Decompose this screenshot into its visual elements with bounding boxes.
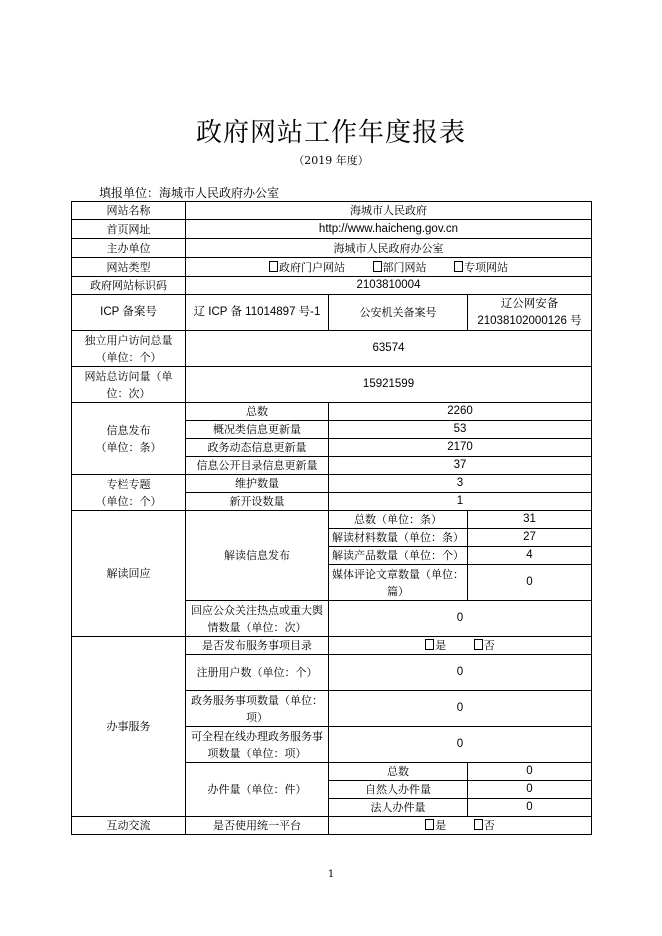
service-catalog-no-label: 否 [483, 639, 495, 652]
police-record-label: 公安机关备案号 [329, 295, 468, 331]
interpret-products-value: 4 [468, 547, 592, 565]
info-news-value: 2170 [329, 439, 592, 457]
interpret-materials-label: 解读材料数量（单位：条） [329, 529, 468, 547]
interpret-label: 解读回应 [72, 511, 186, 637]
row-sponsor [72, 239, 592, 258]
unique-visitors-value: 63574 [186, 331, 592, 367]
report-year: （2019 年度） [293, 154, 369, 167]
option-department-label: 部门网站 [382, 260, 427, 274]
info-publish-unit: （单位：条） [95, 440, 162, 454]
volume-legal-label: 法人办件量 [329, 799, 468, 817]
info-overview-value: 53 [329, 421, 592, 439]
info-overview-label: 概况类信息更新量 [186, 421, 329, 439]
info-total-value: 2260 [329, 403, 592, 421]
service-items-value: 0 [329, 691, 592, 727]
row-topics-maintain [72, 475, 592, 493]
row-site-type [72, 258, 592, 277]
option-special-label: 专项网站 [464, 260, 508, 274]
interpret-response-value: 0 [329, 601, 592, 637]
topics-label [72, 475, 186, 511]
service-label: 办事服务 [72, 637, 186, 817]
row-icp [72, 295, 592, 331]
homepage-value: http://www.haicheng.gov.cn [186, 220, 592, 239]
sponsor-label: 主办单位 [72, 239, 186, 258]
topics-maintain-label: 维护数量 [186, 475, 329, 493]
interaction-yes-label: 是 [435, 819, 447, 832]
info-publish-label [72, 403, 186, 475]
homepage-label: 首页网址 [72, 220, 186, 239]
checkbox-icon [425, 819, 434, 830]
interaction-platform-yes[interactable] [425, 817, 446, 834]
service-catalog-yes[interactable] [425, 637, 446, 654]
row-service-catalog [72, 637, 592, 655]
service-volume-label: 办件量（单位：件） [186, 763, 329, 817]
filing-unit: 填报单位：海城市人民政府办公室 [99, 186, 280, 200]
service-online-label: 可全程在线办理政务服务事项数量（单位：项） [186, 727, 329, 763]
total-visits-value: 15921599 [186, 367, 592, 403]
row-homepage [72, 220, 592, 239]
volume-legal-value: 0 [468, 799, 592, 817]
total-visits-label: 网站总访问量（单位：次） [72, 367, 186, 403]
checkbox-icon [474, 819, 483, 830]
site-type-label: 网站类型 [72, 258, 186, 277]
service-catalog-yes-label: 是 [435, 639, 447, 652]
checkbox-icon [425, 639, 434, 650]
interaction-no-label: 否 [483, 819, 495, 832]
info-catalog-label: 信息公开目录信息更新量 [186, 457, 329, 475]
interpret-media-value: 0 [468, 565, 592, 601]
site-id-value: 2103810004 [186, 277, 592, 295]
row-interpret-total [72, 511, 592, 529]
icp-value: 辽 ICP 备 11014897 号-1 [186, 295, 329, 331]
topics-new-value: 1 [329, 493, 592, 511]
service-items-label: 政务服务事项数量（单位：项） [186, 691, 329, 727]
interpret-response-label: 回应公众关注热点或重大舆情数量（单位：次） [186, 601, 329, 637]
interpret-publish-label: 解读信息发布 [186, 511, 329, 601]
interpret-media-label: 媒体评论文章数量（单位：篇） [329, 565, 468, 601]
row-site-id [72, 277, 592, 295]
service-catalog-options [329, 637, 592, 655]
interaction-platform-label: 是否使用统一平台 [186, 817, 329, 835]
volume-natural-value: 0 [468, 781, 592, 799]
service-users-value: 0 [329, 655, 592, 691]
topics-title: 专栏专题 [106, 477, 151, 491]
police-record-value: 辽公网安备 21038102000126 号 [468, 295, 592, 331]
option-department[interactable] [373, 259, 427, 276]
info-news-label: 政务动态信息更新量 [186, 439, 329, 457]
row-total-visits [72, 367, 592, 403]
info-total-label: 总数 [186, 403, 329, 421]
report-table [71, 201, 592, 835]
checkbox-icon [269, 261, 278, 272]
row-info-total [72, 403, 592, 421]
info-publish-title: 信息发布 [106, 423, 151, 437]
topics-unit: （单位：个） [95, 494, 162, 508]
service-online-value: 0 [329, 727, 592, 763]
service-catalog-no[interactable] [474, 637, 495, 654]
site-name-value: 海城市人民政府 [186, 202, 592, 220]
option-portal[interactable] [269, 259, 345, 276]
checkbox-icon [373, 261, 382, 272]
checkbox-icon [454, 261, 463, 272]
interpret-materials-value: 27 [468, 529, 592, 547]
interaction-platform-no[interactable] [474, 817, 495, 834]
sponsor-value: 海城市人民政府办公室 [186, 239, 592, 258]
row-site-name [72, 202, 592, 220]
site-id-label: 政府网站标识码 [72, 277, 186, 295]
interpret-total-label: 总数（单位：条） [329, 511, 468, 529]
site-type-options [186, 258, 592, 277]
icp-label: ICP 备案号 [72, 295, 186, 331]
interpret-total-value: 31 [468, 511, 592, 529]
interaction-label: 互动交流 [72, 817, 186, 835]
topics-maintain-value: 3 [329, 475, 592, 493]
row-unique-visitors [72, 331, 592, 367]
option-portal-label: 政府门户网站 [279, 260, 345, 274]
volume-total-label: 总数 [329, 763, 468, 781]
volume-total-value: 0 [468, 763, 592, 781]
topics-new-label: 新开设数量 [186, 493, 329, 511]
report-title: 政府网站工作年度报表 [195, 118, 466, 148]
service-users-label: 注册用户数（单位：个） [186, 655, 329, 691]
checkbox-icon [474, 639, 483, 650]
row-interaction [72, 817, 592, 835]
site-name-label: 网站名称 [72, 202, 186, 220]
service-catalog-label: 是否发布服务事项目录 [186, 637, 329, 655]
page-number: 1 [327, 869, 335, 880]
option-special[interactable] [454, 259, 508, 276]
unique-visitors-label: 独立用户访问总量（单位：个） [72, 331, 186, 367]
volume-natural-label: 自然人办件量 [329, 781, 468, 799]
interpret-products-label: 解读产品数量（单位：个） [329, 547, 468, 565]
info-catalog-value: 37 [329, 457, 592, 475]
interaction-platform-options [329, 817, 592, 835]
